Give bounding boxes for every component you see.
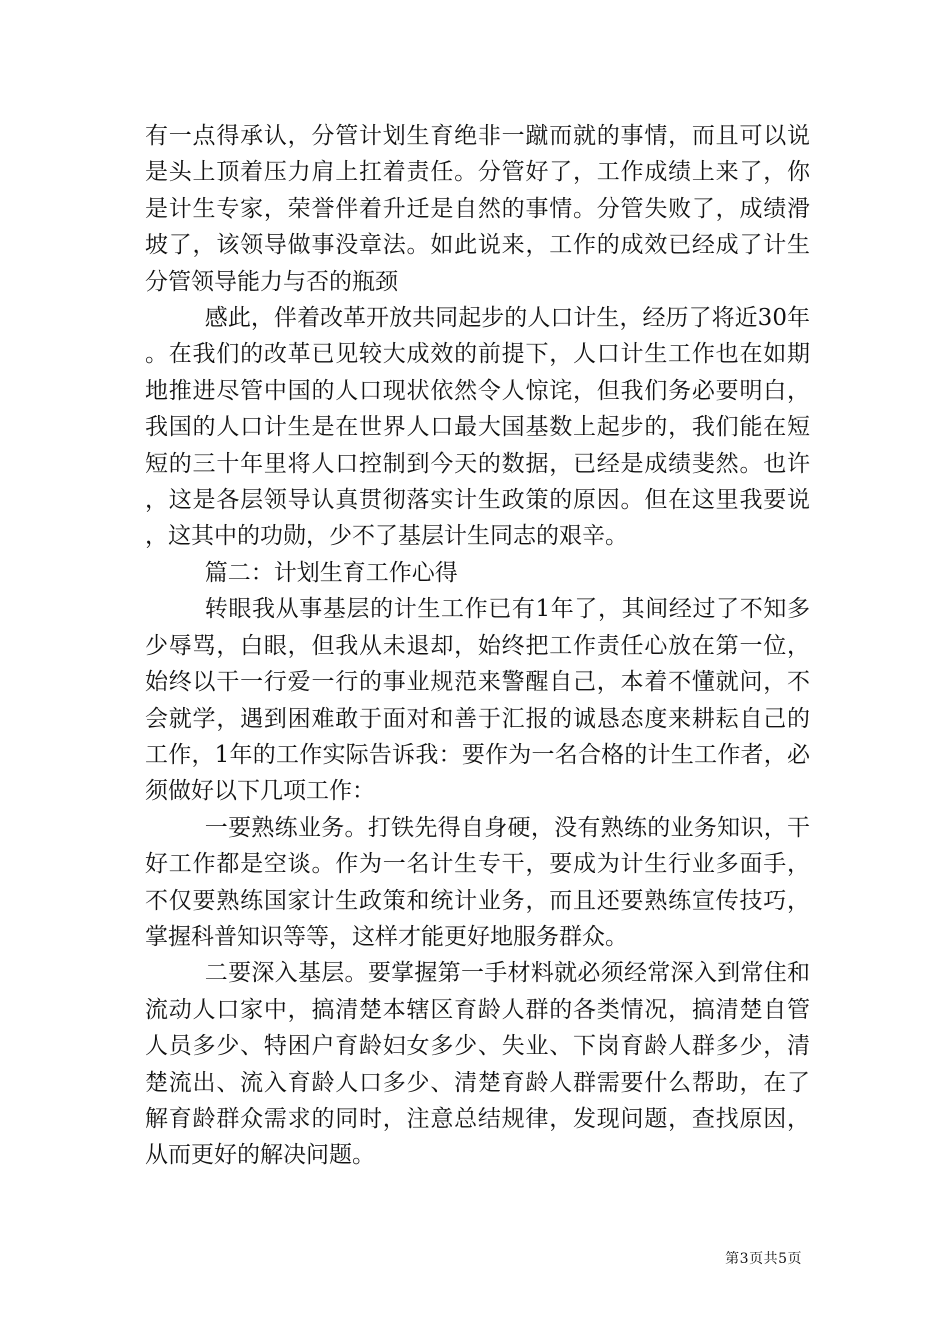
paragraph-point-two: 二要深入基层。要掌握第一手材料就必须经常深入到常住和流动人口家中，搞清楚本辖区育龄人群的各类情况，搞清楚自管人员多少、特困户育龄妇女多少、失业、下岗育龄人群多少，清楚流出、流入育龄人口多少、清楚育龄人群需要什么帮助，在了解育龄群众需求的同时，注意总结规律，发现问题，查找原因，从而更好的解决问题。 — [145, 960, 810, 1169]
page-number: 第3页共5页 — [725, 1251, 802, 1267]
document-body — [145, 118, 810, 1174]
paragraph-intro: 转眼我从事基层的计生工作已有1年了，其间经过了不知多少辱骂，白眼，但我从未退却，始终把工作责任心放在第一位，始终以干一行爱一行的事业规范来警醒自己，本着不懂就问，不会就学，遇到困难敢于面对和善于汇报的诚恳态度来耕耘自己的工作，1年的工作实际告诉我：要作为一名合格的计生工作者，必须做好以下几项工作： — [145, 596, 810, 805]
paragraph-reflection: 感此，伴着改革开放共同起步的人口计生，经历了将近30年。在我们的改革已见较大成效的前提下，人口计生工作也在如期地推进尽管中国的人口现状依然令人惊诧，但我们务必要明白，我国的人口计生是在世界人口最大国基数上起步的，我们能在短短的三十年里将人口控制到今天的数据，已经是成绩斐然。也许，这是各层领导认真贯彻落实计生政策的原因。但在这里我要说，这其中的功勋，少不了基层计生同志的艰辛。 — [145, 305, 810, 550]
section-heading: 篇二：计划生育工作心得 — [204, 559, 458, 586]
paragraph-continuation: 有一点得承认，分管计划生育绝非一蹴而就的事情，而且可以说是头上顶着压力肩上扛着责任。分管好了，工作成绩上来了，你是计生专家，荣誉伴着升迁是自然的事情。分管失败了，成绩滑坡了，该领导做事没章法。如此说来，工作的成效已经成了计生分管领导能力与否的瓶颈 — [145, 123, 810, 295]
paragraph-point-one: 一要熟练业务。打铁先得自身硬，没有熟练的业务知识，干好工作都是空谈。作为一名计生专干，要成为计生行业多面手，不仅要熟练国家计生政策和统计业务，而且还要熟练宣传技巧，掌握科普知识等等，这样才能更好地服务群众。 — [145, 814, 810, 950]
